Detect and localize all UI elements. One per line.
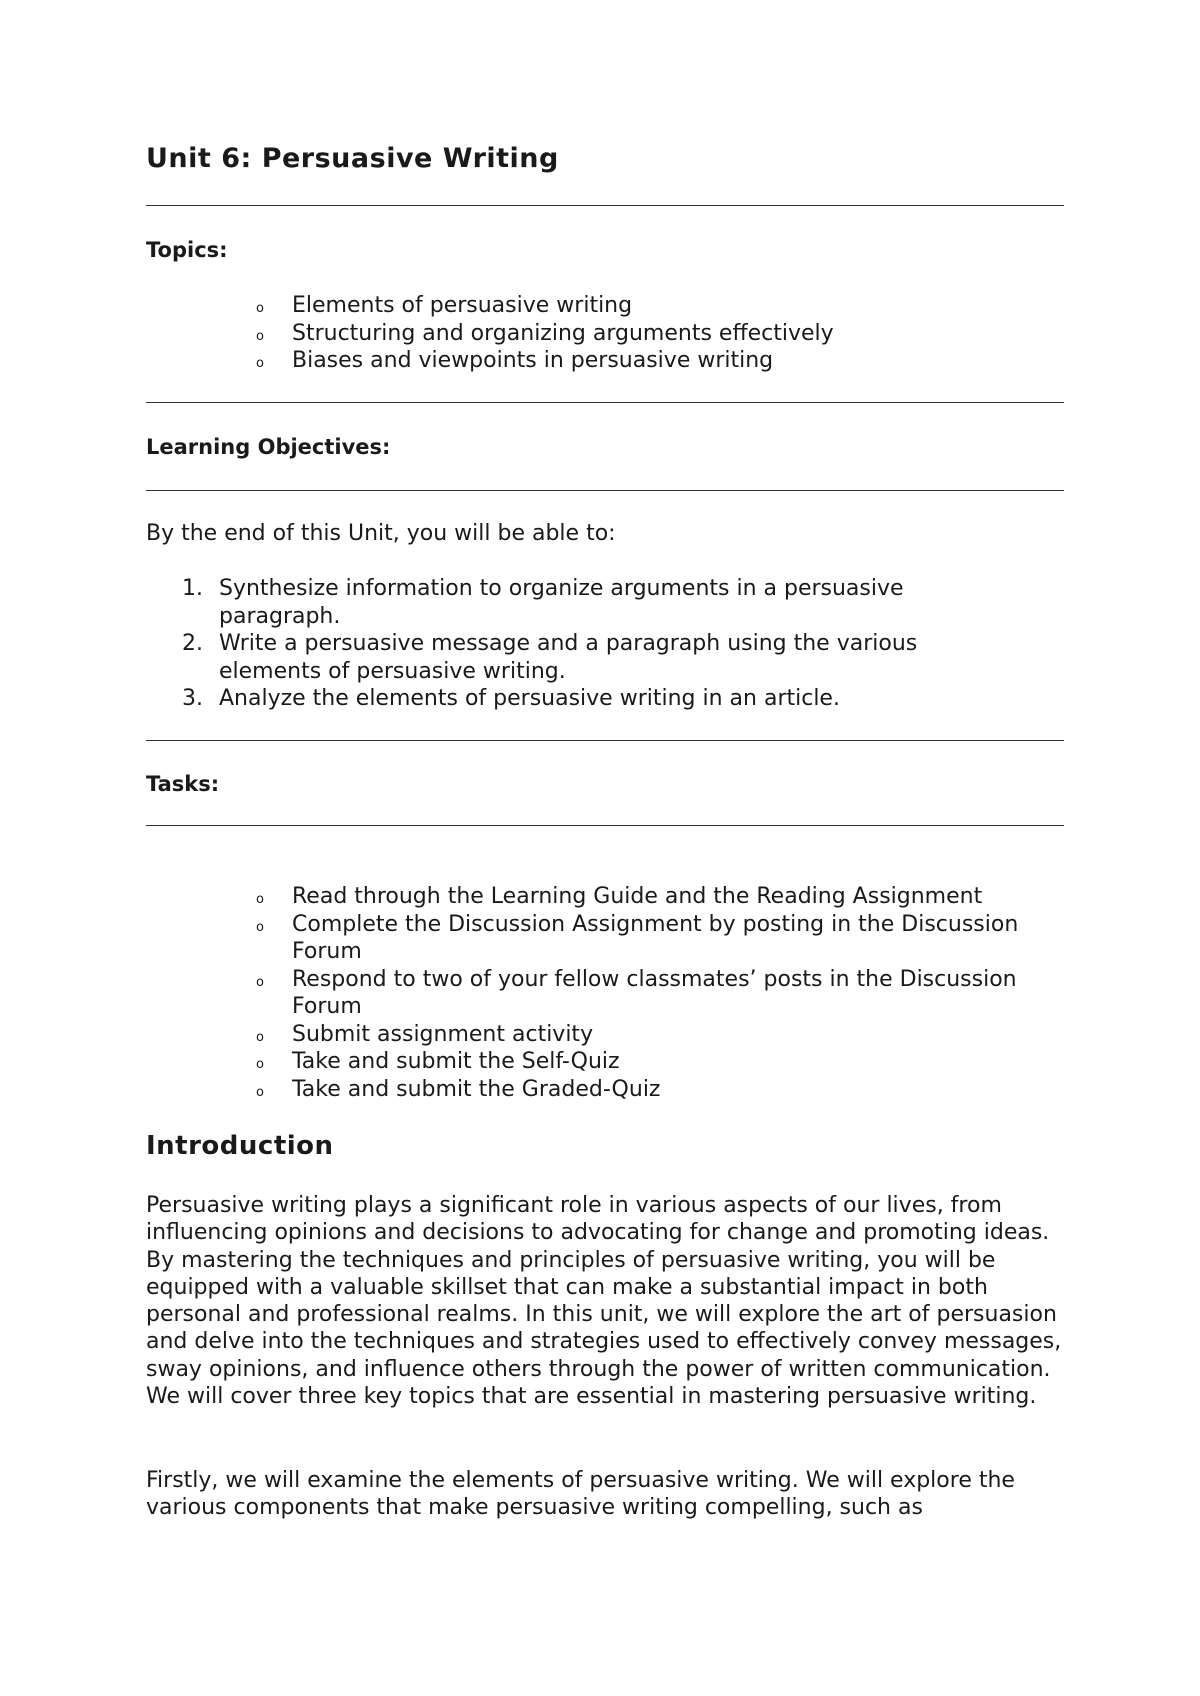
bullet-icon: o — [256, 919, 264, 935]
bullet-icon: o — [256, 974, 264, 990]
objectives-list — [146, 575, 959, 713]
list-item: o Complete the Discussion Assignment by posting in the Discussion Forum — [256, 911, 1019, 964]
list-item: o Biases and viewpoints in persuasive writing — [146, 347, 1064, 375]
introduction-heading: Introduction — [146, 1131, 334, 1161]
page-title: Unit 6: Persuasive Writing — [146, 143, 559, 174]
list-item: 3. Analyze the elements of persuasive writing in an article. — [182, 686, 840, 711]
list-item: o Submit assignment activity — [146, 1021, 1064, 1049]
list-item: o Structuring and organizing arguments effectively — [146, 320, 1064, 348]
divider — [146, 205, 1064, 206]
divider — [146, 402, 1064, 403]
objectives-intro: By the end of this Unit, you will be able to: — [146, 521, 616, 546]
divider — [146, 740, 1064, 741]
bullet-icon: o — [256, 328, 264, 344]
divider — [146, 490, 1064, 491]
list-item: o Elements of persuasive writing — [146, 292, 1064, 320]
list-item: o Read through the Learning Guide and the Reading Assignment — [146, 883, 1064, 911]
list-item: o Take and submit the Self-Quiz — [146, 1048, 1064, 1076]
list-item: o Respond to two of your fellow classmates’ posts in the Discussion Forum — [256, 966, 1017, 1019]
bullet-icon: o — [256, 1057, 264, 1072]
bullet-icon: o — [256, 356, 264, 371]
bullet-icon: o — [256, 892, 264, 907]
list-item: 2. Write a persuasive message and a paragraph using the various elements of persuasive writing. — [182, 631, 918, 684]
learning-objectives-heading: Learning Objectives: — [146, 435, 391, 459]
divider — [146, 825, 1064, 826]
tasks-heading: Tasks: — [146, 772, 220, 796]
bullet-icon: o — [256, 1029, 264, 1045]
list-item: 1. Synthesize information to organize arguments in a persuasive paragraph. — [182, 576, 904, 629]
bullet-icon: o — [256, 301, 264, 316]
tasks-list — [146, 883, 1064, 1103]
topics-list — [146, 292, 1064, 375]
bullet-icon: o — [256, 1084, 264, 1100]
introduction-paragraph: Firstly, we will examine the elements of persuasive writing. We will explore the various components that make persuasive writing compelling, such as — [146, 1468, 1015, 1521]
list-item: o Take and submit the Graded-Quiz — [146, 1076, 1064, 1104]
topics-heading: Topics: — [146, 238, 228, 262]
introduction-paragraph: Persuasive writing plays a significant role in various aspects of our lives, from influencing opinions and decisions to advocating for change and promoting ideas. By mastering the techniques and principles of persuasive writing, you will be equipped with a valuable skillset that can make a substantial impact in both personal and professional realms. In this unit, we will explore the art of persuasion and delve into the techniques and strategies used to effectively convey messages, sway opinions, and influence others through the power of written communication. We will cover three key topics that are essential in mastering persuasive writing. — [146, 1193, 1062, 1410]
